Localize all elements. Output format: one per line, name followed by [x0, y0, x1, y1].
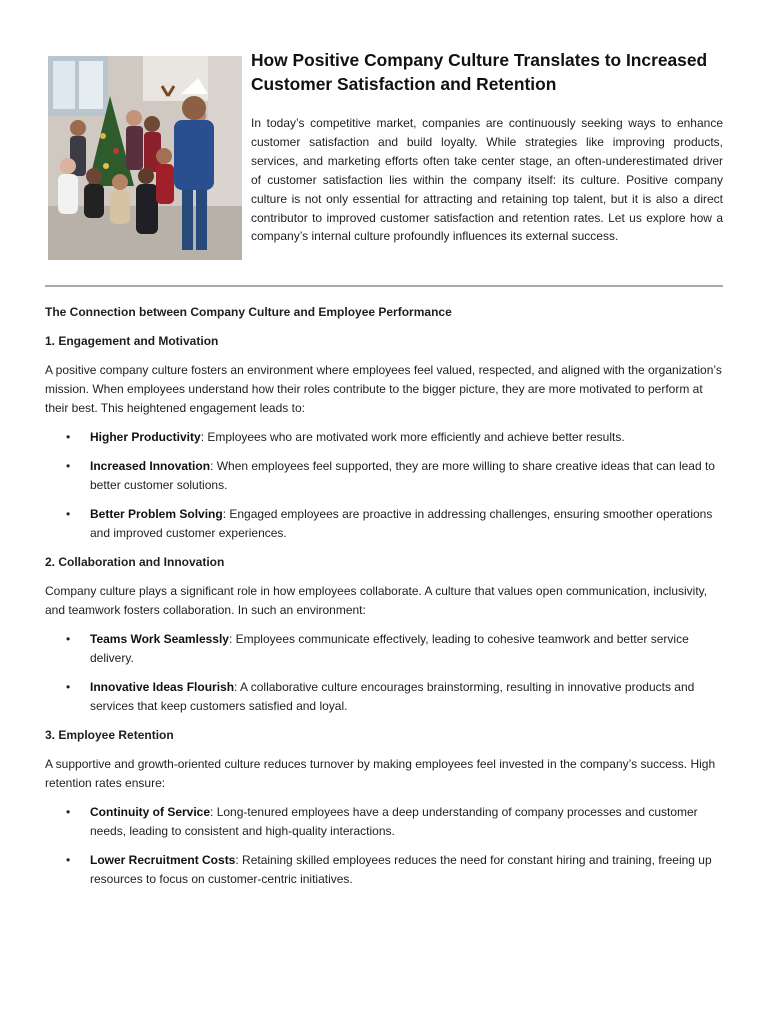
list-item [45, 505, 725, 543]
subsection-paragraph: A supportive and growth-oriented culture reduces turnover by making employees feel invested in the company’s success. High retention rates ensure: [45, 757, 716, 790]
bullet-icon: • [66, 805, 71, 819]
divider [45, 285, 723, 287]
list-item-text: : Long-tenured employees have a deep understanding of company processes and customer needs, leading to consistent and high-quality interactions. [90, 805, 698, 838]
list-item-term: Innovative Ideas Flourish [90, 680, 235, 694]
list-item-term: Lower Recruitment Costs [90, 853, 236, 867]
list-item-term: Better Problem Solving [90, 507, 223, 521]
list-item-text: : When employees feel supported, they are more willing to share creative ideas that can lead to better customer solutions. [90, 459, 715, 492]
bullet-icon: • [66, 680, 71, 694]
bullet-list [45, 803, 725, 889]
team-photo [48, 56, 242, 260]
bullet-icon: • [66, 430, 71, 444]
list-item [45, 428, 725, 447]
list-item [45, 803, 725, 841]
list-item-term: Increased Innovation [90, 459, 211, 473]
list-item [45, 678, 725, 716]
subsection-paragraph: A positive company culture fosters an environment where employees feel valued, respected, and aligned with the organization’s mission. When employees understand how their roles contribute to the bigger picture, they are more motivated to perform at their best. This heightened engagement leads to: [45, 363, 722, 415]
subsection-heading: 2. Collaboration and Innovation [45, 555, 225, 569]
bullet-icon: • [66, 632, 71, 646]
list-item-term: Teams Work Seamlessly [90, 632, 229, 646]
list-item [45, 630, 725, 668]
bullet-list [45, 428, 725, 543]
list-item-term: Higher Productivity [90, 430, 201, 444]
intro-paragraph: In today’s competitive market, companies are continuously seeking ways to enhance customer satisfaction and build loyalty. While strategies like improving products, services, and marketing efforts often take center stage, an often-underestimated driver of customer satisfaction lies within the company itself: its culture. Positive company culture is not only essential for attracting and retaining top talent, but it is also a direct contributor to improved customer satisfaction and retention rates. Let us explore how a company’s internal culture profoundly influences its external success. [251, 116, 723, 244]
subsection-heading: 3. Employee Retention [45, 728, 174, 742]
bullet-icon: • [66, 459, 71, 473]
bullet-icon: • [66, 507, 71, 521]
subsection-paragraph: Company culture plays a significant role in how employees collaborate. A culture that values open communication, inclusivity, and teamwork fosters collaboration. In such an environment: [45, 584, 708, 617]
list-item [45, 457, 725, 495]
list-item-text: : A collaborative culture encourages brainstorming, resulting in innovative products and services that keep customers satisfied and loyal. [90, 680, 695, 713]
list-item-text: : Engaged employees are proactive in addressing challenges, ensuring smoother operations and improved customer experiences. [90, 507, 713, 540]
article-title: How Positive Company Culture Translates to Increased Customer Satisfaction and Retention [251, 50, 708, 94]
list-item-text: : Employees who are motivated work more efficiently and achieve better results. [200, 430, 625, 444]
article-body [45, 303, 725, 899]
list-item-text: : Retaining skilled employees reduces the need for constant hiring and training, freeing up resources to focus on customer-centric initiatives. [90, 853, 712, 886]
list-item-term: Continuity of Service [90, 805, 211, 819]
section-heading: The Connection between Company Culture and Employee Performance [45, 305, 452, 319]
list-item [45, 851, 725, 889]
bullet-icon: • [66, 853, 71, 867]
list-item-text: : Employees communicate effectively, leading to cohesive teamwork and better service delivery. [90, 632, 689, 665]
bullet-list [45, 630, 725, 716]
subsection-heading: 1. Engagement and Motivation [45, 334, 219, 348]
